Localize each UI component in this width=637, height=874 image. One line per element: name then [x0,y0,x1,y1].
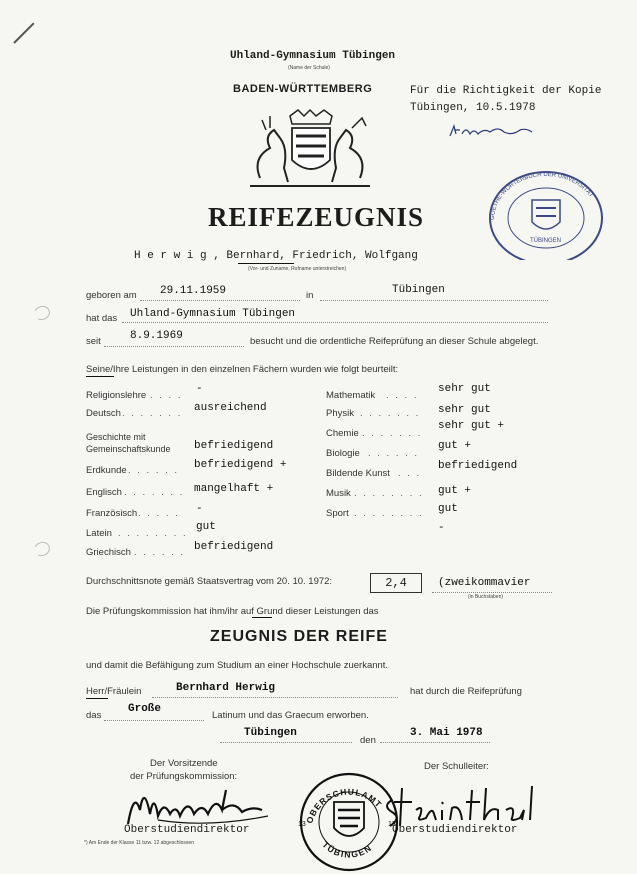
field-line [140,300,300,301]
average-words: (zweikommavier [438,577,531,589]
subject-label: Mathematik [326,390,376,401]
average-label: Durchschnittsnote gemäß Staatsvertrag vom 20. 10. 1972: [86,576,333,587]
commission-text: Die Prüfungskommission hat ihm/ihr auf Grund dieser Leistungen das [86,606,379,617]
grade-value: - [196,503,203,515]
subject-dots: . . . . [150,390,183,401]
subject-label: Musik [326,488,351,499]
subject-label: Bildende Kunst [326,468,390,479]
average-value: 2,4 [370,573,422,593]
oberschulamt-stamp-number-left: 13 [298,821,306,828]
subject-dots: . . . . . . . [362,428,423,439]
oberschulamt-stamp-number-right: 13 [388,821,396,828]
subject-dots: . . . . [386,390,419,401]
subject-dots: . . . . . . . . [118,528,188,539]
den-label: den [360,735,376,746]
grade-value: gut + [438,485,472,497]
subject-dots: . . . . . [138,508,180,519]
since-label: seit [86,336,101,347]
subject-dots: . . . . . . . [124,487,185,498]
grade-value: sehr gut [438,383,491,395]
university-stamp-city: TÜBINGEN [530,238,562,244]
latinum-text: Latinum und das Graecum erworben. [212,710,369,721]
coat-of-arms-icon [240,108,380,190]
certificate-subtitle: ZEUGNIS DER REIFE [210,628,388,645]
field-line [380,742,490,743]
grade-value: befriedigend + [194,459,287,471]
subject-label: Latein [86,528,112,539]
field-line [122,322,548,323]
issue-place: Tübingen [244,727,297,739]
subject-label-2: Gemeinschaftskunde [86,444,171,454]
subject-label: Biologie [326,448,360,459]
copy-note-line1: Für die Richtigkeit der Kopie [410,85,602,97]
student-full-name: H e r w i g , Bernhard, Friedrich, Wolfgang [134,250,418,262]
seine-underline [86,376,114,377]
pen-mark [13,22,34,43]
subject-label: Griechisch [86,547,131,558]
svg-text:GOETHE-WÖRTERBUCH DER UNIVERSI [490,172,594,220]
subject-dots: . . . . . . . [122,408,183,419]
field-line [104,346,244,347]
ihm-underline [252,617,272,618]
subject-label: Geschichte mit [86,432,146,442]
attended-school: Uhland-Gymnasium Tübingen [130,308,296,320]
copy-note-line2: Tübingen, 10.5.1978 [410,102,536,114]
grade-value: gut + [438,440,472,452]
punch-hole [32,540,52,559]
subject-dots: . . . . . . . . [354,488,424,499]
school-caption: (Name der Schule) [288,65,330,71]
field-line [320,300,548,301]
grade-value: gut [438,503,458,515]
subject-dots: . . . . . . [134,547,186,558]
grade-value: mangelhaft + [194,483,274,495]
herr-label: Herr/Fräulein [86,686,142,697]
entitlement-text: und damit die Befähigung zum Studium an einer Hochschule zuerkannt. [86,660,389,671]
chair-label-2: der Prüfungskommission: [130,771,238,782]
das-label: das [86,710,102,721]
subject-label: Chemie [326,428,359,439]
in-label: in [306,290,314,301]
grade-value: ausreichend [194,402,267,414]
university-stamp-ring: GOETHE-WÖRTERBUCH DER UNIVERSITÄT [489,171,594,221]
subject-dots: . . . . . . . [360,408,421,419]
grade-value: befriedigend [438,460,518,472]
subject-dots: . . . . . . . . [354,508,424,519]
grade-value: - [438,522,445,534]
herr-text: hat durch die Reifeprüfung [410,686,522,697]
svg-text:TÜBINGEN [320,840,374,860]
subject-label: Erdkunde [86,465,127,476]
issue-date: 3. Mai 1978 [410,727,483,739]
punch-hole [32,304,52,323]
chair-label-1: Der Vorsitzende [150,758,218,769]
oberschulamt-stamp-top: OBERSCHULAMT [304,786,385,825]
field-line [152,697,398,698]
grades-intro: Seine/Ihre Leistungen in den einzelnen Fächern wurden wie folgt beurteilt: [86,364,399,375]
name-caption: (Vor- und Zuname, Rufname unterstreichen) [248,266,347,272]
grade-value: sehr gut + [438,420,505,432]
grade-value: befriedigend [194,541,274,553]
footnote: *) Am Ende der Klasse 11 bzw. 12 abgeschlossen [84,840,194,846]
oberschulamt-stamp-city: TÜBINGEN [320,839,375,860]
subject-label: Physik [326,408,354,419]
field-line [104,720,204,721]
document-title: REIFEZEUGNIS [208,202,425,232]
subject-dots: . . . . . . [128,465,180,476]
principal-label: Der Schulleiter: [424,761,489,772]
university-stamp [480,160,610,260]
principal-title: Oberstudiendirektor [392,824,518,836]
subject-label: Deutsch [86,408,121,419]
average-words-caption: (in Buchstaben) [468,594,504,600]
subject-label: Religionslehre [86,390,147,401]
born-label: geboren am [86,290,137,301]
subject-label: Englisch [86,487,122,498]
subject-dots: . . . . . . [368,448,420,459]
copy-signature [446,120,536,144]
school-name: Uhland-Gymnasium Tübingen [230,50,396,62]
grade-value: befriedigend [194,440,274,452]
subject-dots: . . . [398,468,422,479]
herr-name: Bernhard Herwig [176,682,276,694]
subject-label: Französisch [86,508,138,519]
grade-value: sehr gut [438,404,491,416]
since-date: 8.9.1969 [130,330,183,342]
herr-underline [86,698,108,699]
grade-value: gut [196,521,216,533]
oberschulamt-stamp [294,768,404,872]
born-date: 29.11.1959 [160,285,227,297]
latinum-type: Große [128,703,162,715]
attended-label: hat das [86,313,118,324]
grade-value: - [196,383,203,395]
field-line [220,742,352,743]
subject-label: Sport [326,508,349,519]
born-place: Tübingen [392,284,445,296]
rufname-underline [238,263,294,264]
since-text: besucht und die ordentliche Reifeprüfung an dieser Schule abgelegt. [250,336,539,347]
field-line [432,592,552,593]
chair-title: Oberstudiendirektor [124,824,250,836]
state-name: BADEN-WÜRTTEMBERG [233,83,373,95]
